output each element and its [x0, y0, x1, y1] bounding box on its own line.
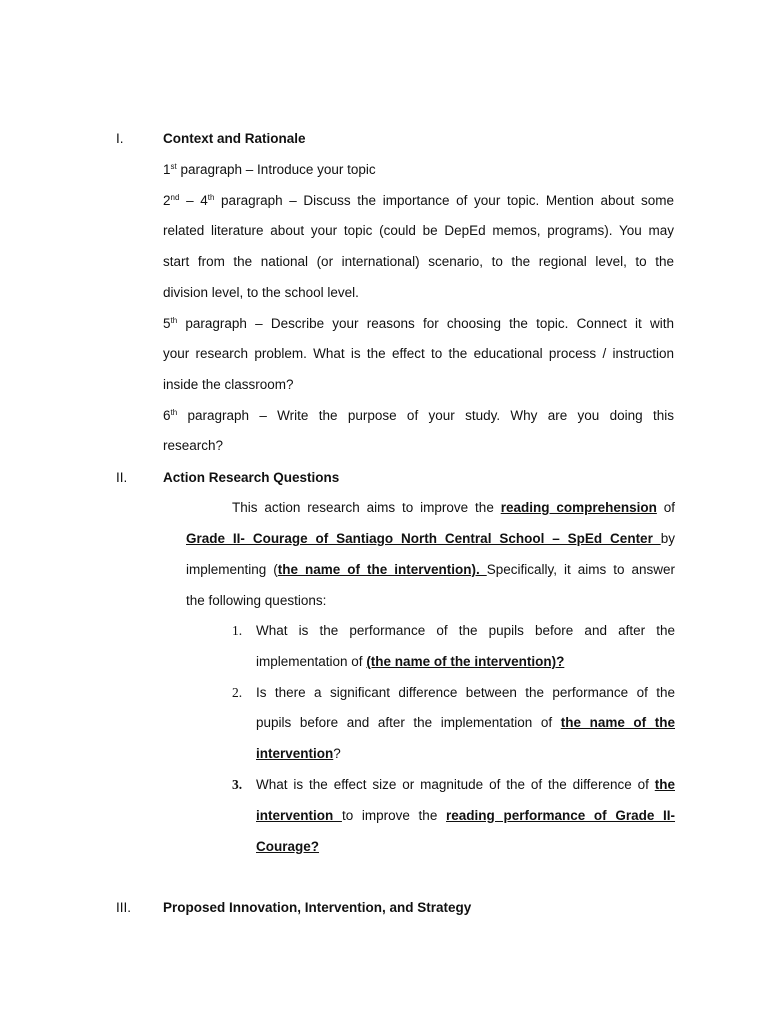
question-text-line: intervention?: [256, 746, 341, 761]
question-number: 1.: [232, 623, 243, 638]
paragraph-2-4-guideline-line: related literature about your topic (could be DepEd memos, programs). You may: [163, 223, 674, 238]
section-title: Proposed Innovation, Intervention, and Strategy: [163, 900, 472, 915]
paragraph-5-guideline-line: inside the classroom?: [163, 377, 294, 392]
question-text-line: pupils before and after the implementation of the name of the: [256, 715, 676, 730]
section-number: II.: [116, 470, 128, 485]
intro-paragraph-line: Grade II- Courage of Santiago North Central School – SpEd Center by: [186, 531, 675, 546]
question-text-line: What is the performance of the pupils before and after the: [256, 623, 675, 638]
question-text-line: intervention to improve the reading performance of Grade II-: [256, 808, 676, 823]
paragraph-5-guideline-line: 5th paragraph – Describe your reasons for choosing the topic. Connect it with: [163, 316, 674, 331]
intro-paragraph-line: This action research aims to improve the reading comprehension of: [232, 500, 675, 515]
paragraph-6-guideline-line: research?: [163, 438, 224, 453]
question-text-line: implementation of (the name of the intervention)?: [256, 654, 565, 669]
intro-paragraph-line: implementing (the name of the intervention). Specifically, it aims to answer: [186, 562, 675, 577]
question-text-line: What is the effect size or magnitude of the of the difference of the: [256, 777, 675, 792]
question-number: 3.: [232, 777, 243, 792]
section-number: I.: [116, 131, 124, 146]
paragraph-2-4-guideline-line: 2nd – 4th paragraph – Discuss the importance of your topic. Mention about some: [163, 193, 674, 208]
paragraph-2-4-guideline-line: start from the national (or international) scenario, to the regional level, to the: [163, 254, 674, 269]
section-title: Action Research Questions: [163, 470, 340, 485]
intro-paragraph-line: the following questions:: [186, 593, 327, 608]
paragraph-1-guideline: 1st paragraph – Introduce your topic: [163, 162, 376, 177]
paragraph-5-guideline-line: your research problem. What is the effect to the educational process / instruction: [163, 346, 674, 361]
section-title: Context and Rationale: [163, 131, 306, 146]
question-text-line: Is there a significant difference between the performance of the: [256, 685, 675, 700]
section-number: III.: [116, 900, 132, 915]
question-number: 2.: [232, 685, 243, 700]
paragraph-6-guideline-line: 6th paragraph – Write the purpose of your study. Why are you doing this: [163, 408, 674, 423]
paragraph-2-4-guideline-line: division level, to the school level.: [163, 285, 359, 300]
question-text-line: Courage?: [256, 839, 320, 854]
